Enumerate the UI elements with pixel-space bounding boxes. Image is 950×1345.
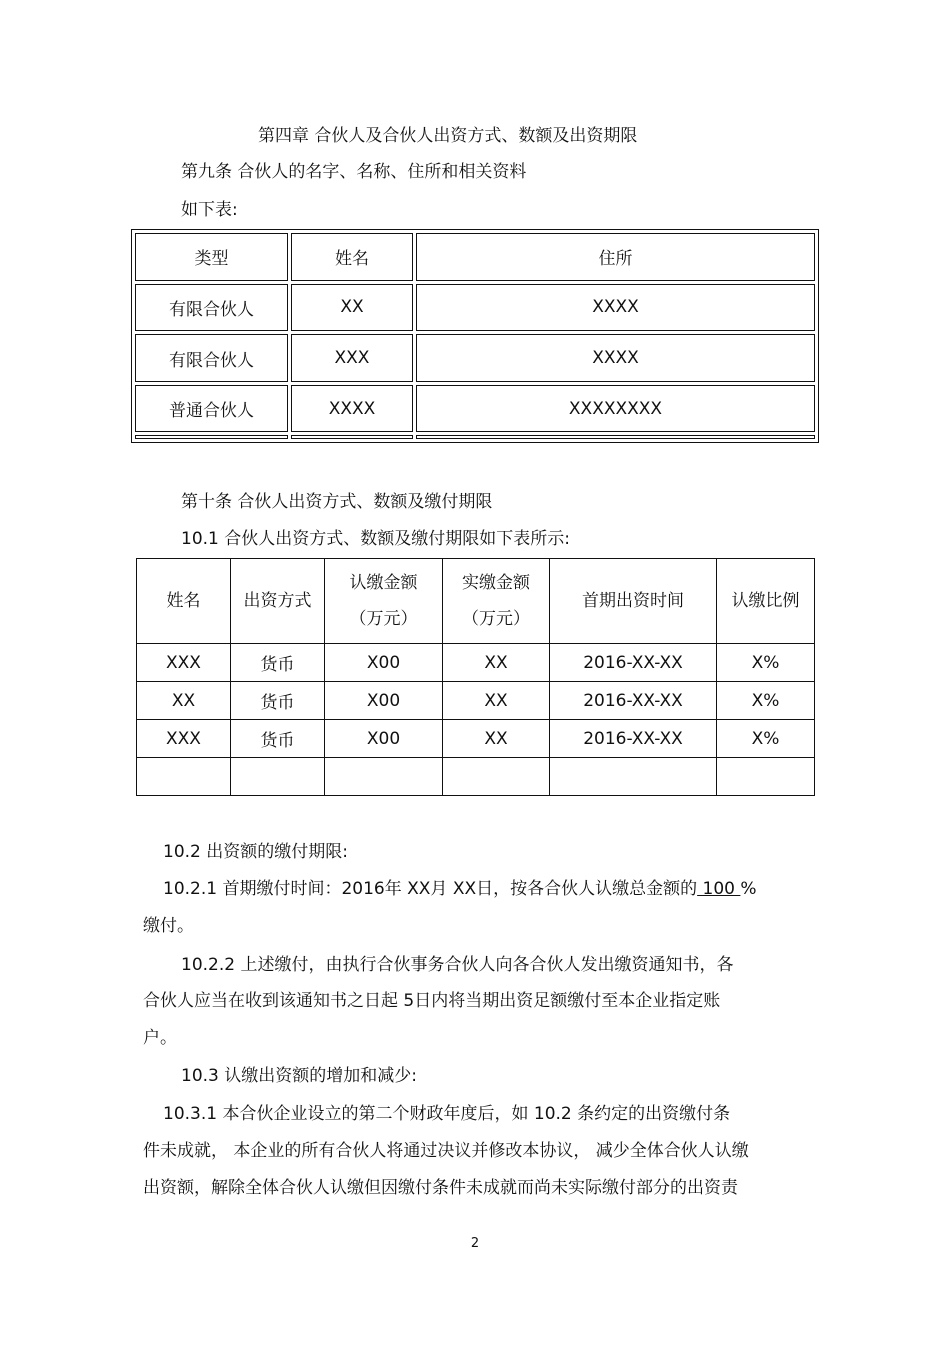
section-10-2-2-line-1: 10.2.2 上述缴付，由执行合伙事务合伙人向各合伙人发出缴资通知书，各 [181, 955, 734, 975]
section-10-2-title: 10.2 出资额的缴付期限: [163, 842, 348, 862]
article-9-intro: 如下表: [181, 200, 238, 220]
table-row [135, 284, 815, 332]
table-row [137, 758, 815, 796]
article-10-title: 第十条 合伙人出资方式、数额及缴付期限 [181, 492, 493, 512]
table-cell: 货币 [231, 682, 325, 720]
section-10-2-1-line-1: 10.2.1 首期缴付时间：2016年 XX月 XX日，按各合伙人认缴总金额的 100 % [163, 879, 757, 899]
table-cell: XXXX [291, 385, 413, 433]
table-cell: XXX [291, 334, 413, 382]
table-cell: 有限合伙人 [135, 334, 288, 382]
section-10-2-2-line-2: 合伙人应当在收到该通知书之日起 5日内将当期出资足额缴付至本企业指定账 [143, 991, 721, 1011]
table-header-cell: 姓名 [291, 233, 413, 281]
table-header-cell: 出资方式 [231, 559, 325, 644]
table-cell: X00 [325, 720, 443, 758]
table-cell: X% [717, 682, 815, 720]
section-10-3-title: 10.3 认缴出资额的增加和减少: [181, 1066, 417, 1086]
table-cell [550, 758, 717, 796]
table-cell [325, 758, 443, 796]
table-cell: X00 [325, 682, 443, 720]
table-header-cell: 首期出资时间 [550, 559, 717, 644]
table-cell: XXXX [416, 284, 815, 332]
table-row [137, 682, 815, 720]
table-cell [231, 758, 325, 796]
table-cell: X% [717, 644, 815, 682]
section-10-2-2-line-3: 户。 [143, 1028, 177, 1048]
contribution-table [136, 558, 814, 796]
table-cell: 2016-XX-XX [550, 644, 717, 682]
table-cell: XX [443, 644, 550, 682]
table-header-row [137, 559, 815, 644]
table-row [135, 334, 815, 382]
section-10-2-1-line-2: 缴付。 [143, 916, 194, 936]
table-cell [291, 435, 413, 439]
table-header-cell: 实缴金额 （万元） [443, 559, 550, 644]
table-cell: XX [443, 720, 550, 758]
table-cell [416, 435, 815, 439]
table-header-row [135, 233, 815, 281]
section-10-3-1-line-2: 件未成就， 本企业的所有合伙人将通过决议并修改本协议， 减少全体合伙人认缴 [143, 1141, 749, 1161]
table-header-cell: 认缴比例 [717, 559, 815, 644]
table-cell: 货币 [231, 644, 325, 682]
table-cell: 2016-XX-XX [550, 720, 717, 758]
table-cell: XX [137, 682, 231, 720]
section-10-3-1-line-1: 10.3.1 本合伙企业设立的第二个财政年度后，如 10.2 条约定的出资缴付条 [163, 1104, 731, 1124]
table-header-cell: 姓名 [137, 559, 231, 644]
table-header-cell: 住所 [416, 233, 815, 281]
table-cell: X00 [325, 644, 443, 682]
table-cell: XXXXXXXX [416, 385, 815, 433]
table-cell [137, 758, 231, 796]
section-10-3-1-line-3: 出资额，解除全体合伙人认缴但因缴付条件未成就而尚未实际缴付部分的出资责 [143, 1178, 738, 1198]
table-cell [135, 435, 288, 439]
page-number: 2 [470, 1236, 480, 1251]
table-cell: X% [717, 720, 815, 758]
table-cell [443, 758, 550, 796]
table-cell: 2016-XX-XX [550, 682, 717, 720]
table-cell [717, 758, 815, 796]
article-9-title: 第九条 合伙人的名字、名称、住所和相关资料 [181, 162, 527, 182]
table-row [137, 644, 815, 682]
partner-info-table [131, 229, 819, 443]
table-cell: 有限合伙人 [135, 284, 288, 332]
payment-percentage: 100 [697, 879, 741, 899]
table-cell: XX [443, 682, 550, 720]
section-10-1: 10.1 合伙人出资方式、数额及缴付期限如下表所示: [181, 529, 570, 549]
table-header-cell: 认缴金额 （万元） [325, 559, 443, 644]
table-cell: XXXX [416, 334, 815, 382]
table-cell: 普通合伙人 [135, 385, 288, 433]
table-cell: XXX [137, 720, 231, 758]
table-cell: 货币 [231, 720, 325, 758]
table-cell: XX [291, 284, 413, 332]
table-header-cell: 类型 [135, 233, 288, 281]
table-row [137, 720, 815, 758]
table-row [135, 435, 815, 439]
table-row [135, 385, 815, 433]
table-cell: XXX [137, 644, 231, 682]
chapter-title: 第四章 合伙人及合伙人出资方式、数额及出资期限 [258, 126, 638, 146]
